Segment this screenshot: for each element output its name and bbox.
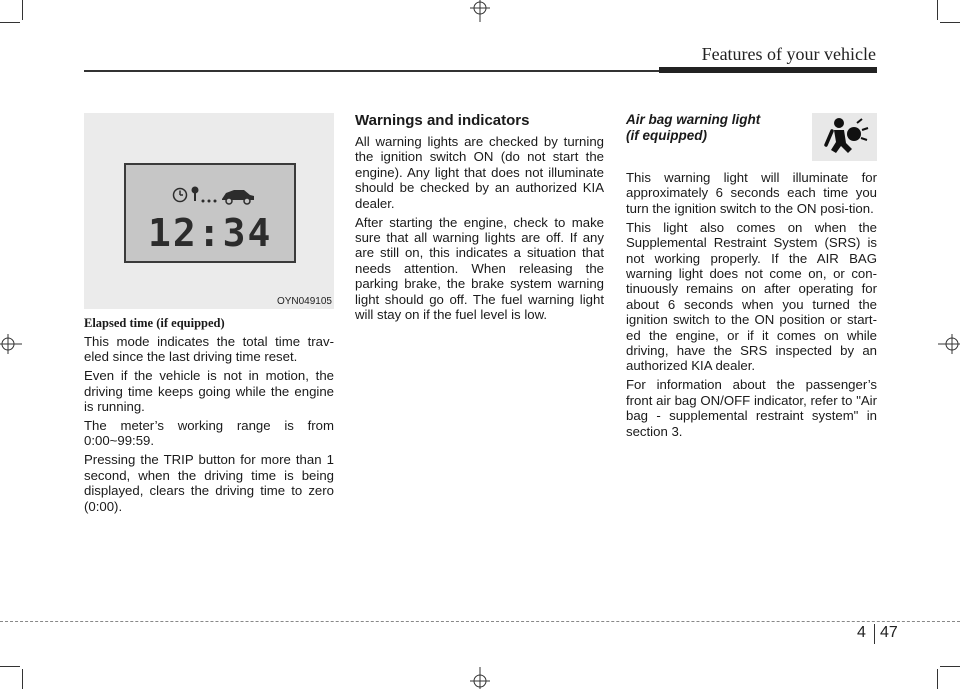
registration-mark-left xyxy=(0,330,22,358)
crop-mark xyxy=(22,0,23,20)
registration-mark-bottom xyxy=(466,667,494,689)
clock-icon xyxy=(172,187,188,203)
crop-mark xyxy=(937,669,938,689)
airbag-warning-icon xyxy=(812,113,877,161)
paragraph: For information about the passenger’s front air bag ON/OFF indicator, refer to "Air bag - supplemental restraint system" in section 3. xyxy=(626,377,877,439)
paragraph: Even if the vehicle is not in motion, the driving time keeps going while the engine is running. xyxy=(84,368,334,415)
crop-mark xyxy=(22,669,23,689)
car-icon xyxy=(220,185,256,205)
airbag-heading-line2: (if equipped) xyxy=(626,128,707,143)
elapsed-time-body xyxy=(84,334,334,517)
lcd-time-readout: 12:34 xyxy=(148,211,273,255)
cluster-photo xyxy=(84,113,334,309)
warnings-column xyxy=(355,112,604,326)
paragraph: The meter’s working range is from 0:00~99:59. xyxy=(84,418,334,449)
airbag-heading xyxy=(626,112,796,144)
paragraph: This light also comes on when the Supplemental Restraint System (SRS) is not working properly. If the AIR BAG warning light does not come on, or con-tinuously remains on after operating for about 6 seconds when you turned the ignition switch to the ON position or start-ed the engine, or if it comes on while driving, have the SRS inspected by an authorized KIA dealer. xyxy=(626,219,877,374)
footer-rule xyxy=(0,621,960,622)
page-number-separator xyxy=(874,624,875,644)
elapsed-time-heading: Elapsed time (if equipped) xyxy=(84,316,225,330)
photo-code: OYN049105 xyxy=(276,296,332,307)
paragraph: All warning lights are checked by turning the ignition switch ON (do not start the engine). Any light that does not illuminate should be checked by an authorized KIA dealer. xyxy=(355,134,604,211)
header-rule-thick xyxy=(659,67,877,73)
lcd-display xyxy=(124,163,296,263)
crop-mark xyxy=(940,666,960,667)
paragraph: Pressing the TRIP button for more than 1 second, when the driving time is being displayed, clears the driving time to zero (0:00). xyxy=(84,452,334,514)
paragraph: After starting the engine, check to make sure that all warning lights are off. If any are still on, this indicates a situation that needs attention. When releasing the parking brake, the brake system warning light should go off. The fuel warning light will stay on if the fuel level is low. xyxy=(355,214,604,322)
crop-mark xyxy=(0,666,20,667)
paragraph: This mode indicates the total time trav-eled since the last driving time reset. xyxy=(84,334,334,365)
fuel-pin-icon xyxy=(190,185,220,205)
registration-mark-top xyxy=(466,0,494,22)
section-header-title: Features of your vehicle xyxy=(701,44,876,64)
paragraph: This warning light will illuminate for approximately 6 seconds each time you turn the ignition switch to the ON posi-tion. xyxy=(626,170,877,216)
crop-mark xyxy=(0,22,20,23)
registration-mark-right xyxy=(938,330,960,358)
airbag-heading-line1: Air bag warning light xyxy=(626,112,761,127)
header-rule xyxy=(84,70,659,72)
crop-mark xyxy=(940,22,960,23)
warnings-heading: Warnings and indicators xyxy=(355,112,530,129)
page-number: 47 xyxy=(880,624,898,641)
section-number: 4 xyxy=(857,624,866,641)
crop-mark xyxy=(937,0,938,20)
airbag-column xyxy=(626,112,877,442)
